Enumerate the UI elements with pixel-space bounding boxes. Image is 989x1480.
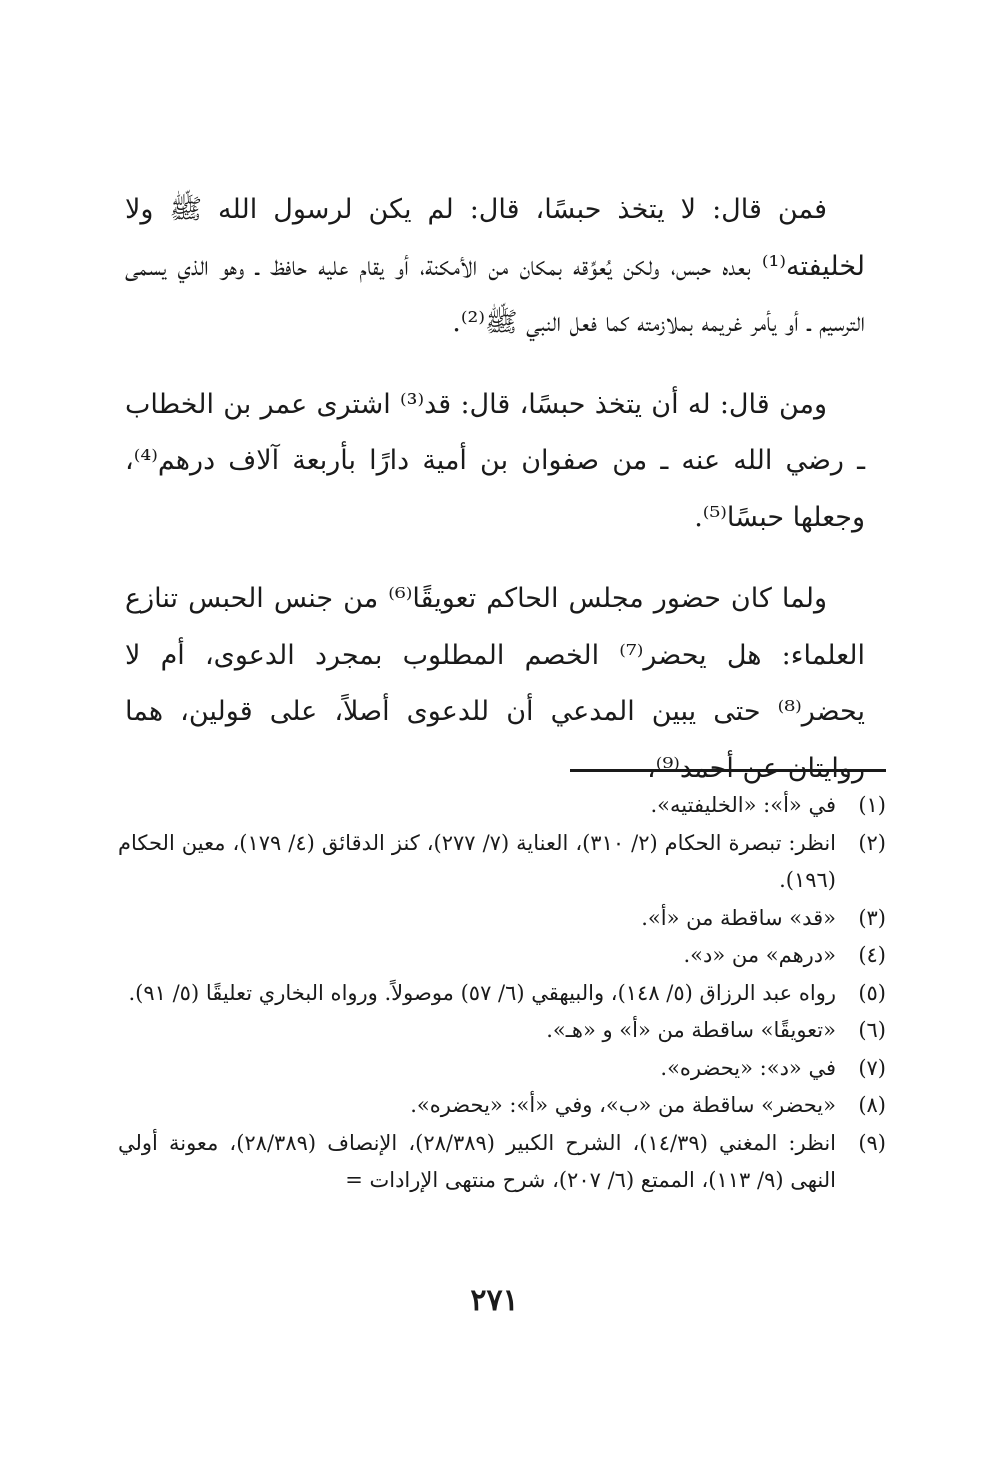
footnote <box>118 1012 886 1050</box>
body-paragraph: ولما كان حضور مجلس الحاكم تعويقًا⁽⁶⁾ من جنس الحبس تنازع العلماء: هل يحضر⁽⁷⁾ الخصم المطلوب بمجرد الدعوى، أم لا يحضر⁽⁸⁾ حتى يبين المدعي أن للدعوى أصلاً، على قولين، هما روايتان عن أحمد⁽⁹⁾، <box>125 583 865 784</box>
footnote-number: (٧) <box>858 1055 886 1080</box>
footnote <box>118 1087 886 1125</box>
footnote <box>118 937 886 975</box>
footnote-text: انظر: المغني (١٤/٣٩)، الشرح الكبير (٢٨/٣٨٩)، الإنصاف (٢٨/٣٨٩)، معونة أولي النهى (٩/ ١١٣)، الممتع (٦/ ٢٠٧)، شرح منتهى الإرادات = <box>118 1130 837 1192</box>
footnote-text: في «د»: «يحضره». <box>660 1055 836 1080</box>
footnote-text: في «أ»: «الخليفتيه». <box>650 793 836 817</box>
footnote-number: (٦) <box>858 1018 886 1042</box>
footnote-separator <box>570 769 886 772</box>
footnote-number: (٤) <box>858 943 886 967</box>
footnote <box>118 825 886 900</box>
footnote-text: «درهم» من «د». <box>683 943 836 967</box>
footnote-text: «قد» ساقطة من «أ». <box>641 905 836 930</box>
page-number: ٢٧١ <box>470 1283 519 1318</box>
footnote <box>118 1050 886 1088</box>
footnote-text: «يحضر» ساقطة من «ب»، وفي «أ»: «يحضره». <box>410 1093 836 1117</box>
footnote-number: (٨) <box>858 1093 886 1117</box>
footnote <box>118 1125 886 1200</box>
footnote <box>118 787 886 825</box>
footnote <box>118 900 886 938</box>
footnote-text: انظر: تبصرة الحكام (٢/ ٣١٠)، العناية (٧/ ٢٧٧)، كنز الدقائق (٤/ ١٧٩)، معين الحكام (١٩٦). <box>118 830 836 892</box>
footnote-number: (٥) <box>858 980 886 1005</box>
body-paragraph: فمن قال: لا يتخذ حبسًا، قال: لم يكن لرسول الله ﷺ ولا لخليفته⁽¹⁾ بعده حبس، ولكن يُعوِّقه بمكان من الأمكنة، أو يقام عليه حافظ ـ وهو الذي يسمى الترسيم ـ أو يأمر غريمه بملازمته كما فعل النبي ﷺ⁽²⁾. <box>125 194 865 338</box>
footnote <box>118 975 886 1013</box>
footnote-number: (٢) <box>858 830 886 855</box>
footnote-number: (٣) <box>858 905 886 930</box>
main-text <box>125 182 865 822</box>
footnote-number: (٩) <box>858 1130 886 1155</box>
footnotes-list <box>118 787 886 1200</box>
footnote-number: (١) <box>858 793 886 817</box>
footnote-text: رواه عبد الرزاق (٥/ ١٤٨)، والبيهقي (٦/ ٥٧) موصولاً. ورواه البخاري تعليقًا (٥/ ٩١). <box>128 980 836 1005</box>
footnote-text: «تعويقًا» ساقطة من «أ» و «هـ». <box>546 1018 836 1042</box>
body-paragraph: ومن قال: له أن يتخذ حبسًا، قال: قد⁽³⁾ اشترى عمر بن الخطاب ـ رضي الله عنه ـ من صفوان بن أمية دارًا بأربعة آلاف درهم⁽⁴⁾، وجعلها حبسًا⁽⁵⁾. <box>125 388 865 533</box>
